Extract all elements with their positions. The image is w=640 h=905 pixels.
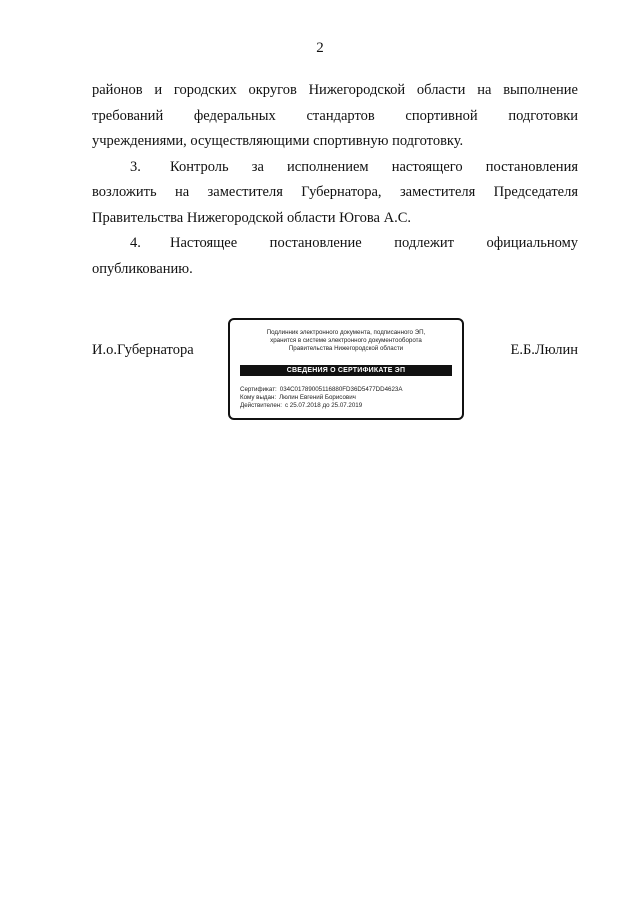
stamp-value: с 25.07.2018 до 25.07.2019 [284, 401, 363, 409]
stamp-label: Сертификат: [240, 386, 277, 393]
text-line: Правительства Нижегородской области Югова А.С. [92, 209, 411, 226]
signer-name: Е.Б.Люлин [510, 342, 578, 358]
document-body [92, 78, 578, 282]
stamp-label: Действителен: [240, 401, 282, 409]
stamp-notice-line: Правительства Нижегородской области [288, 345, 404, 353]
paragraph-4 [92, 231, 578, 282]
paragraph-number: 4. [130, 235, 141, 251]
stamp-details [240, 386, 454, 409]
text-line [92, 231, 578, 257]
page-number: 2 [316, 40, 324, 56]
text-line: требований федеральных стандартов спортивной подготовки [92, 107, 578, 124]
stamp-notice [230, 329, 462, 354]
paragraph-number: 3. [130, 158, 141, 175]
text-line: опубликованию. [92, 260, 193, 277]
stamp-notice-line: хранится в системе электронного документооборота [270, 337, 422, 345]
stamp-row-valid [240, 402, 454, 410]
signature-block [92, 318, 578, 424]
stamp-row-certificate [240, 386, 454, 394]
paragraph-3 [92, 155, 578, 232]
text-line [92, 155, 578, 181]
text-line: возложить на заместителя Губернатора, заместителя Председателя [92, 184, 578, 200]
stamp-notice-line: Подлинник электронного документа, подписанного ЭП, [266, 329, 426, 336]
paragraph-3-line-1: Контроль за исполнением настоящего постановления [170, 158, 578, 175]
text-line: районов и городских округов Нижегородской области на выполнение [92, 82, 578, 98]
paragraph-continuation [92, 78, 578, 155]
stamp-label: Кому выдан: [240, 393, 277, 401]
stamp-row-issued-to [240, 394, 454, 402]
signer-title: И.о.Губернатора [92, 342, 194, 358]
electronic-signature-stamp [228, 318, 464, 420]
stamp-value: Люлин Евгений Борисович [279, 393, 356, 401]
stamp-banner: СВЕДЕНИЯ О СЕРТИФИКАТЕ ЭП [240, 365, 452, 376]
paragraph-4-line-1: Настоящее постановление подлежит официальному [170, 235, 578, 251]
stamp-value: 034C01789005116880FD36D5477DD4623A [279, 386, 403, 393]
text-line: учреждениями, осуществляющими спортивную подготовку. [92, 133, 464, 149]
